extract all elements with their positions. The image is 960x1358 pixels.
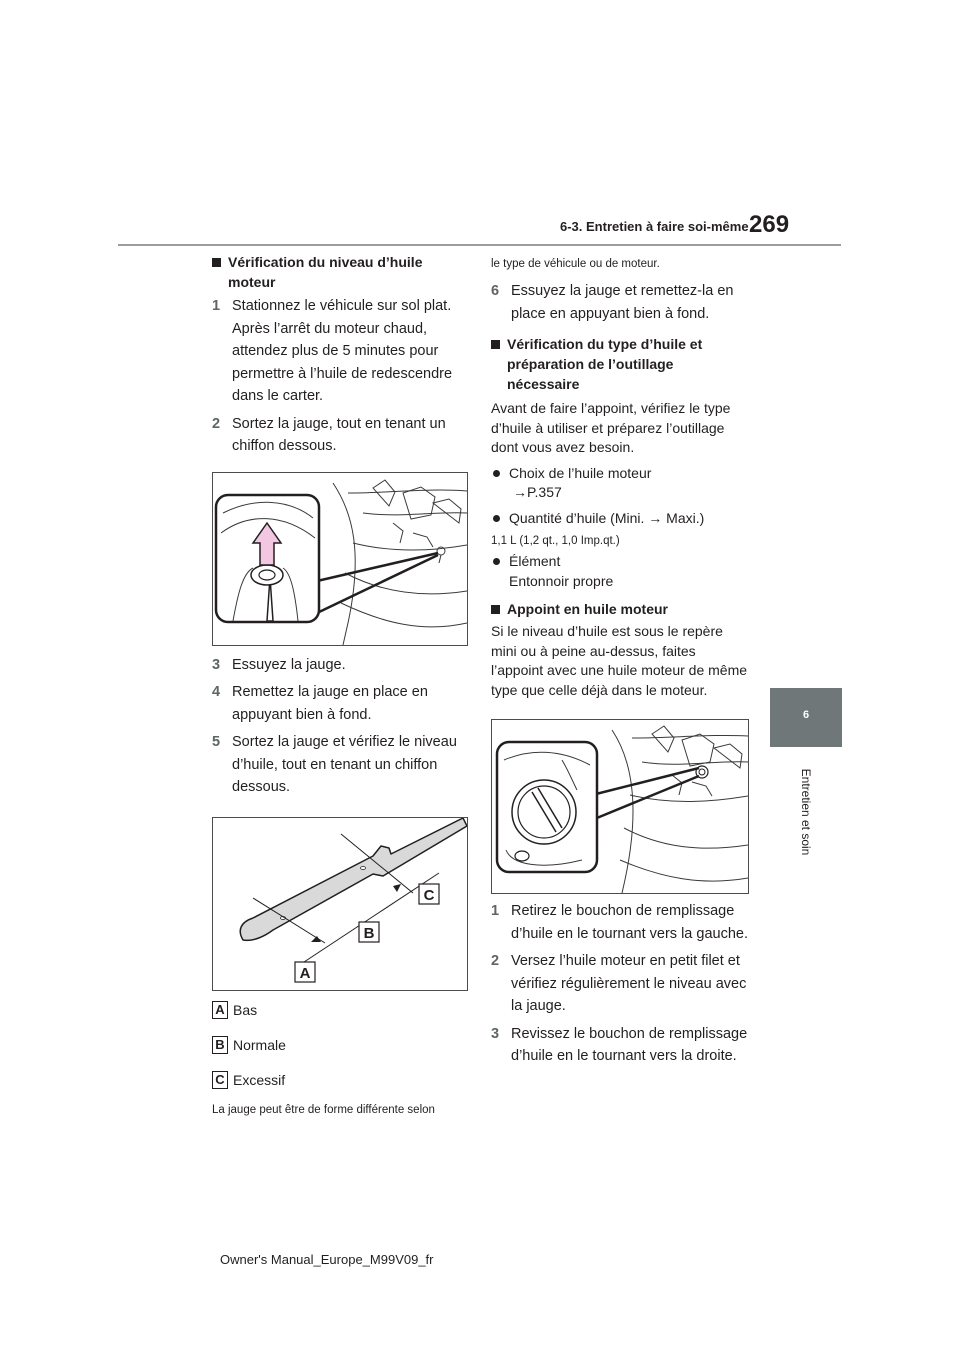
legend-key-b: B bbox=[212, 1036, 228, 1054]
step-number: 3 bbox=[212, 656, 221, 673]
step-text: Retirez le bouchon de remplissage d’huile en le tournant vers la gauche. bbox=[511, 903, 748, 942]
section-title: 6-3. Entretien à faire soi-même bbox=[560, 219, 749, 234]
chapter-tab[interactable] bbox=[770, 688, 842, 747]
bullet-oil-quantity: Quantité d’huile (Mini. → Maxi.) bbox=[491, 509, 749, 529]
page-number: 269 bbox=[749, 211, 790, 238]
step-number: 3 bbox=[491, 1025, 500, 1042]
step-6 bbox=[491, 280, 749, 325]
legend-key-a: A bbox=[212, 1001, 228, 1019]
oil-preparation-intro: Avant de faire l’appoint, vérifiez le type d’huile à utiliser et préparez l’outillage dont vous avez besoin. bbox=[491, 400, 731, 455]
note-dipstick-shape: La jauge peut être de forme différente selon bbox=[212, 1103, 435, 1116]
legend-key-c: C bbox=[212, 1071, 228, 1089]
step-5 bbox=[212, 731, 468, 799]
step-number: 2 bbox=[212, 415, 221, 432]
bullet-item bbox=[491, 552, 749, 591]
dipstick-label-b: B bbox=[363, 924, 375, 942]
step-refill-3 bbox=[491, 1023, 749, 1068]
oil-refill-text: Si le niveau d’huile est sous le repère mini ou à peine au-dessus, faites l’appoint avec une huile moteur de même type que celle déjà dans le moteur. bbox=[491, 623, 748, 698]
footer-manual-id: Owner's Manual_Europe_M99V09_fr bbox=[220, 1252, 434, 1267]
step-3 bbox=[212, 654, 468, 677]
step-number: 6 bbox=[491, 283, 500, 299]
bullet-text: Choix de l’huile moteur bbox=[509, 464, 652, 481]
note-continuation: le type de véhicule ou de moteur. bbox=[491, 258, 660, 270]
bullet-oil-choice bbox=[491, 464, 749, 503]
step-refill-1 bbox=[491, 900, 749, 945]
dipstick-markings-drawing bbox=[213, 818, 467, 990]
step-text: Essuyez la jauge et remettez-la en place en appuyant bien à fond. bbox=[511, 283, 734, 322]
heading-oil-type-check: Vérification du type d’huile et préparation de l’outillage nécessaire bbox=[491, 334, 749, 394]
bullet-text: Élément bbox=[509, 553, 561, 569]
step-4 bbox=[212, 681, 468, 726]
step-text: Revissez le bouchon de remplissage d’huile en le tournant vers la droite. bbox=[511, 1025, 748, 1064]
right-column bbox=[491, 256, 749, 1068]
engine-bay-dipstick-drawing bbox=[213, 473, 467, 645]
legend-normal bbox=[212, 1034, 468, 1056]
step-text: Sortez la jauge et vérifiez le niveau d’huile, tout en tenant un chiffon dessous. bbox=[232, 734, 457, 795]
dipstick-label-a: A bbox=[299, 964, 311, 982]
legend-text: Normale bbox=[233, 1036, 286, 1053]
step-number: 2 bbox=[491, 953, 500, 969]
left-column bbox=[212, 252, 468, 1118]
oil-filler-cap-illustration bbox=[491, 719, 749, 894]
oil-filler-cap-drawing bbox=[492, 720, 748, 893]
dipstick-label-c: C bbox=[423, 886, 435, 904]
step-text: Stationnez le véhicule sur sol plat. Après l’arrêt du moteur chaud, attendez plus de 5 minutes pour permettre à l’huile de redescendre dans le carter. bbox=[232, 298, 453, 404]
legend-text: Excessif bbox=[233, 1071, 286, 1088]
chapter-number: 6 bbox=[802, 709, 810, 721]
step-number: 5 bbox=[212, 734, 221, 750]
page-reference-link[interactable]: →P.357 bbox=[513, 484, 562, 500]
step-1 bbox=[212, 295, 468, 408]
dipstick-level-illustration bbox=[212, 817, 468, 991]
dipstick-removal-illustration bbox=[212, 472, 468, 646]
step-number: 4 bbox=[212, 684, 221, 700]
heading-oil-refill: Appoint en huile moteur bbox=[491, 599, 749, 619]
step-text: Essuyez la jauge. bbox=[232, 656, 346, 673]
legend-low bbox=[212, 999, 468, 1021]
bullet-value: Entonnoir propre bbox=[509, 572, 614, 589]
heading-oil-level-check: Vérification du niveau d’huile moteur bbox=[212, 252, 468, 292]
step-refill-2 bbox=[491, 950, 749, 1018]
oil-quantity-value: 1,1 L (1,2 qt., 1,0 Imp.qt.) bbox=[491, 535, 620, 547]
step-number: 1 bbox=[212, 298, 221, 314]
chapter-label-text: Entretien et soin bbox=[799, 768, 813, 856]
step-text: Remettez la jauge en place en appuyant bien à fond. bbox=[232, 684, 428, 723]
step-2 bbox=[212, 413, 468, 458]
legend-excessive bbox=[212, 1069, 468, 1091]
step-text: Versez l’huile moteur en petit filet et vérifiez régulièrement le niveau avec la jauge. bbox=[511, 953, 747, 1014]
step-number: 1 bbox=[491, 903, 500, 919]
chapter-label bbox=[771, 757, 841, 867]
header-rule bbox=[118, 244, 841, 246]
step-text: Sortez la jauge, tout en tenant un chiffon dessous. bbox=[232, 415, 446, 454]
legend-text: Bas bbox=[233, 1001, 258, 1018]
